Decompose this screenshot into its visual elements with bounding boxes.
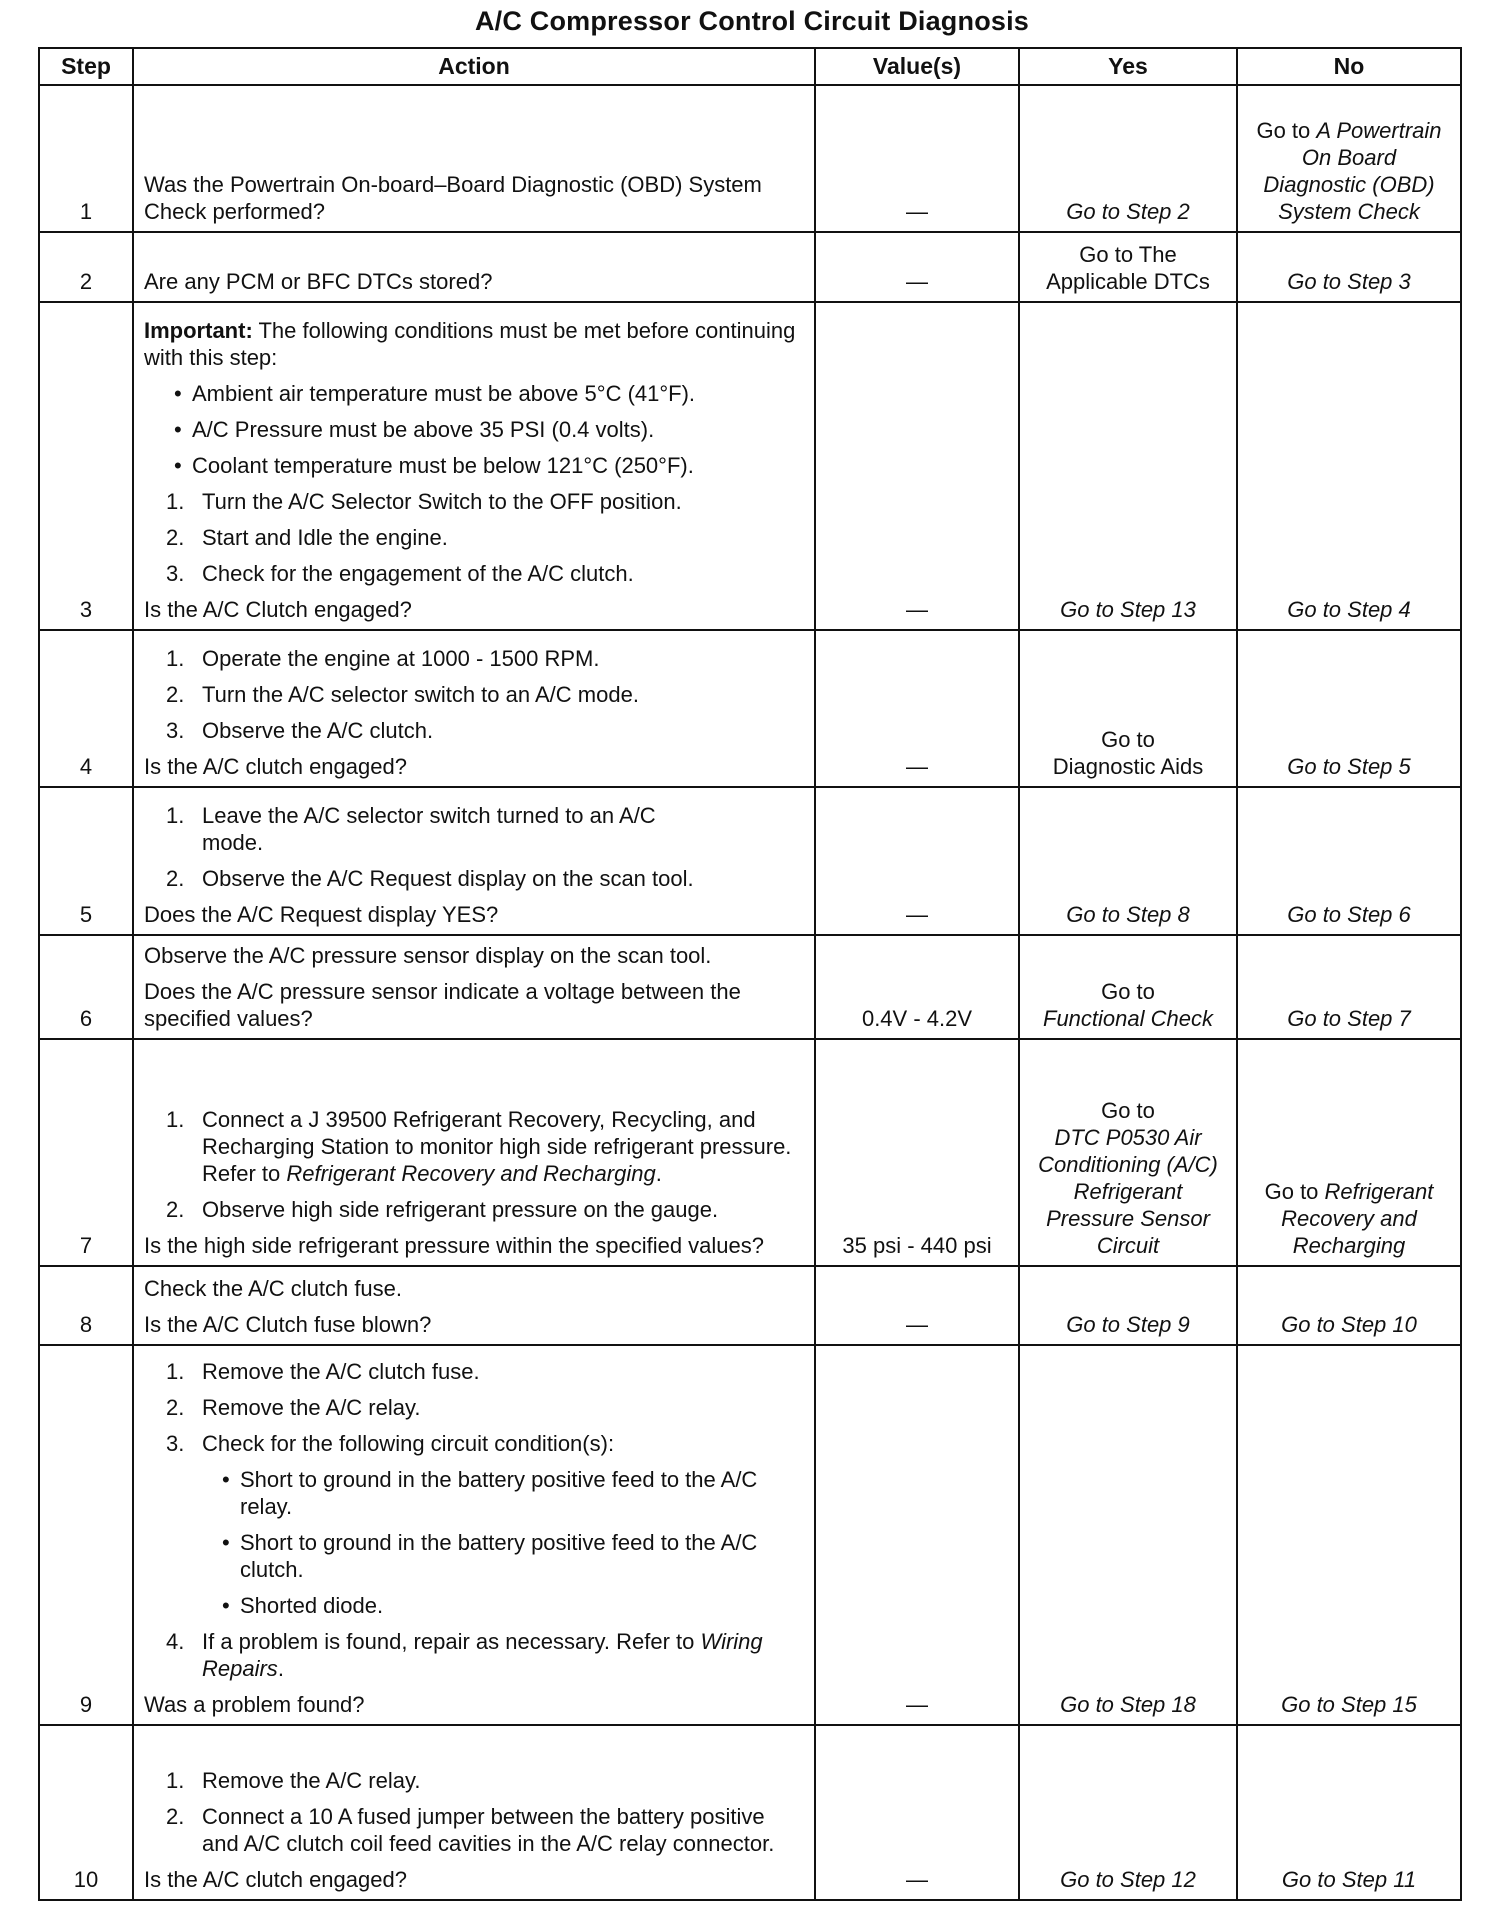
step-index: 1.: [166, 803, 185, 828]
action-cell: [133, 85, 815, 232]
yes-cell: [1019, 1266, 1237, 1345]
important-label: Important:: [144, 318, 253, 343]
action-step: [144, 681, 804, 708]
yes-goto: Go to Step 13: [1060, 597, 1196, 622]
reference-link: Refrigerant Recovery and Recharging: [286, 1161, 656, 1186]
important-note: [144, 317, 804, 371]
step-text: Remove the A/C relay.: [202, 1768, 421, 1793]
no-goto: Go to Step 4: [1287, 597, 1411, 622]
action-cell: [133, 935, 815, 1039]
yes-goto: Go to Step 8: [1066, 902, 1190, 927]
yes-cell: [1019, 1725, 1237, 1900]
step-index: 2.: [166, 1197, 185, 1222]
step-number: 10: [39, 1725, 133, 1900]
no-goto-link: A Powertrain On Board Diagnostic (OBD) System Check: [1263, 118, 1442, 224]
action-cell: [133, 1039, 815, 1266]
no-goto-prefix: Go to: [1256, 118, 1317, 143]
step-text: Check for the engagement of the A/C clutch.: [202, 561, 634, 586]
header-values: Value(s): [815, 48, 1019, 85]
values-cell: —: [815, 1266, 1019, 1345]
no-cell: [1237, 232, 1461, 302]
table-row: [39, 1345, 1461, 1725]
values-cell: —: [815, 232, 1019, 302]
yes-goto-target: Diagnostic Aids: [1052, 754, 1204, 779]
action-cell: [133, 232, 815, 302]
yes-goto-prefix: Go to: [1101, 979, 1155, 1004]
no-cell: [1237, 935, 1461, 1039]
action-cell: [133, 1725, 815, 1900]
condition-bullet: • Coolant temperature must be below 121°C (250°F).: [144, 452, 804, 479]
action-step: [144, 488, 804, 515]
table-row: [39, 1266, 1461, 1345]
yes-cell: [1019, 1345, 1237, 1725]
action-question: Is the A/C Clutch fuse blown?: [144, 1312, 432, 1337]
step-number: 8: [39, 1266, 133, 1345]
no-goto: Go to Step 5: [1287, 754, 1411, 779]
reference-link: Wiring Repairs: [202, 1629, 763, 1681]
yes-goto: Go to Step 18: [1060, 1692, 1196, 1717]
no-cell: [1237, 630, 1461, 787]
step-number: 1: [39, 85, 133, 232]
action-question: Is the A/C clutch engaged?: [144, 754, 407, 779]
table-row: [39, 85, 1461, 232]
action-step: [144, 1767, 804, 1794]
step-number: 9: [39, 1345, 133, 1725]
step-index: 1.: [166, 489, 185, 514]
no-cell: [1237, 302, 1461, 630]
step-number: 7: [39, 1039, 133, 1266]
step-number: 5: [39, 787, 133, 935]
step-text-end: .: [655, 1161, 662, 1186]
step-text: Remove the A/C clutch fuse.: [202, 1359, 480, 1384]
yes-goto: Go to Step 9: [1066, 1312, 1190, 1337]
action-step: [144, 645, 804, 672]
action-step: [144, 717, 804, 744]
no-cell: [1237, 1345, 1461, 1725]
values-cell: —: [815, 85, 1019, 232]
step-index: 4.: [166, 1629, 185, 1654]
values-cell: —: [815, 302, 1019, 630]
step-index: 1.: [166, 646, 185, 671]
important-text: The following conditions must be met before continuing with this step:: [144, 318, 796, 370]
step-index: 1.: [166, 1768, 185, 1793]
step-text: Remove the A/C relay.: [202, 1395, 421, 1420]
table-row: [39, 787, 1461, 935]
no-goto: Go to Step 11: [1281, 1867, 1417, 1892]
step-index: 2.: [166, 682, 185, 707]
yes-cell: [1019, 935, 1237, 1039]
table-row: [39, 302, 1461, 630]
action-question: Does the A/C Request display YES?: [144, 902, 499, 927]
step-index: 3.: [166, 561, 185, 586]
action-question: Was the Powertrain On-board–Board Diagnostic (OBD) System Check performed?: [144, 172, 762, 224]
no-cell: [1237, 1725, 1461, 1900]
action-step: [144, 1106, 804, 1187]
condition-bullet: • A/C Pressure must be above 35 PSI (0.4 volts).: [144, 416, 804, 443]
action-question: Is the A/C clutch engaged?: [144, 1867, 407, 1892]
step-text: Start and Idle the engine.: [202, 525, 448, 550]
table-header-row: [39, 48, 1461, 85]
step-text: Observe the A/C Request display on the scan tool.: [202, 866, 694, 891]
no-goto: Go to Step 6: [1287, 902, 1411, 927]
no-goto-target: Refrigerant Recovery and Recharging: [1281, 1179, 1434, 1258]
yes-cell: [1019, 232, 1237, 302]
header-step: Step: [39, 48, 133, 85]
yes-cell: [1019, 1039, 1237, 1266]
values-cell: —: [815, 630, 1019, 787]
values-cell: —: [815, 787, 1019, 935]
step-index: 2.: [166, 1395, 185, 1420]
step-number: 3: [39, 302, 133, 630]
action-step: [144, 1628, 804, 1682]
step-index: 2.: [166, 866, 185, 891]
action-question: Is the A/C Clutch engaged?: [144, 597, 412, 622]
action-step: [144, 1430, 804, 1457]
step-number: 2: [39, 232, 133, 302]
no-goto: Go to Step 10: [1281, 1312, 1417, 1337]
step-index: 1.: [166, 1359, 185, 1384]
table-row: [39, 232, 1461, 302]
step-text: Observe the A/C clutch.: [202, 718, 434, 743]
yes-goto-prefix: Go to: [1101, 727, 1155, 752]
values-cell: 0.4V - 4.2V: [815, 935, 1019, 1039]
action-instruction: Observe the A/C pressure sensor display on the scan tool.: [144, 943, 712, 968]
yes-goto-target: Functional Check: [1043, 1006, 1213, 1031]
action-cell: [133, 1345, 815, 1725]
step-text: Operate the engine at 1000 - 1500 RPM.: [202, 646, 600, 671]
action-step: [144, 865, 804, 892]
action-question: Is the high side refrigerant pressure within the specified values?: [144, 1233, 765, 1258]
yes-cell: [1019, 787, 1237, 935]
step-index: 2.: [166, 1804, 185, 1829]
no-goto-prefix: Go to: [1264, 1179, 1325, 1204]
header-no: No: [1237, 48, 1461, 85]
values-cell: —: [815, 1725, 1019, 1900]
table-row: [39, 1039, 1461, 1266]
step-text: Connect a 10 A fused jumper between the battery positive and A/C clutch coil feed cavities in the A/C relay connector.: [202, 1804, 775, 1856]
no-cell: [1237, 1039, 1461, 1266]
yes-goto: Go to Step 2: [1066, 199, 1190, 224]
no-cell: [1237, 85, 1461, 232]
no-goto: Go to Step 15: [1281, 1692, 1417, 1717]
values-cell: 35 psi - 440 psi: [815, 1039, 1019, 1266]
no-goto: Go to Step 3: [1287, 269, 1411, 294]
step-text: Check for the following circuit condition(s):: [202, 1431, 615, 1456]
step-text-end: .: [277, 1656, 284, 1681]
yes-cell: [1019, 85, 1237, 232]
action-cell: [133, 630, 815, 787]
step-text: Connect a J 39500 Refrigerant Recovery, Recycling, and Recharging Station to monitor high side refrigerant pressure. Refer to: [202, 1107, 792, 1186]
action-step: [144, 1394, 804, 1421]
yes-goto-target: DTC P0530 Air Conditioning (A/C) Refrigerant Pressure Sensor Circuit: [1038, 1125, 1218, 1258]
yes-goto: Go to Step 12: [1060, 1867, 1196, 1892]
step-index: 2.: [166, 525, 185, 550]
action-cell: [133, 1266, 815, 1345]
no-goto: Go to Step 7: [1287, 1006, 1411, 1031]
action-step: [144, 1358, 804, 1385]
yes-goto: Go to The Applicable DTCs: [1046, 242, 1210, 294]
diagnosis-table: [38, 47, 1462, 1901]
step-index: 3.: [166, 718, 185, 743]
action-step: [144, 1196, 804, 1223]
step-text: Turn the A/C Selector Switch to the OFF position.: [202, 489, 682, 514]
no-cell: [1237, 787, 1461, 935]
header-action: Action: [133, 48, 815, 85]
no-cell: [1237, 1266, 1461, 1345]
action-step: [144, 560, 804, 587]
yes-cell: [1019, 302, 1237, 630]
header-yes: Yes: [1019, 48, 1237, 85]
action-step: [144, 802, 804, 856]
values-cell: —: [815, 1345, 1019, 1725]
step-text: Leave the A/C selector switch turned to an A/C mode.: [202, 803, 656, 855]
condition-bullet: • Shorted diode.: [144, 1592, 804, 1619]
action-cell: [133, 302, 815, 630]
yes-goto-prefix: Go to: [1101, 1098, 1155, 1123]
table-row: [39, 1725, 1461, 1900]
step-number: 4: [39, 630, 133, 787]
step-number: 6: [39, 935, 133, 1039]
condition-bullet: • Short to ground in the battery positive feed to the A/C relay.: [144, 1466, 804, 1520]
table-row: [39, 630, 1461, 787]
action-cell: [133, 787, 815, 935]
page-title: A/C Compressor Control Circuit Diagnosis: [474, 6, 1030, 36]
condition-bullet: • Ambient air temperature must be above 5°C (41°F).: [144, 380, 804, 407]
step-text: Turn the A/C selector switch to an A/C mode.: [202, 682, 639, 707]
step-index: 3.: [166, 1431, 185, 1456]
step-text: Observe high side refrigerant pressure on the gauge.: [202, 1197, 719, 1222]
step-text: If a problem is found, repair as necessary. Refer to: [202, 1629, 701, 1654]
action-question: Are any PCM or BFC DTCs stored?: [144, 269, 493, 294]
action-step: [144, 1803, 804, 1857]
table-row: [39, 935, 1461, 1039]
condition-bullet: • Short to ground in the battery positive feed to the A/C clutch.: [144, 1529, 804, 1583]
action-question: Was a problem found?: [144, 1692, 365, 1717]
step-index: 1.: [166, 1107, 185, 1132]
yes-cell: [1019, 630, 1237, 787]
action-question: Does the A/C pressure sensor indicate a voltage between the specified values?: [144, 979, 741, 1031]
action-step: [144, 524, 804, 551]
action-instruction: Check the A/C clutch fuse.: [144, 1276, 403, 1301]
